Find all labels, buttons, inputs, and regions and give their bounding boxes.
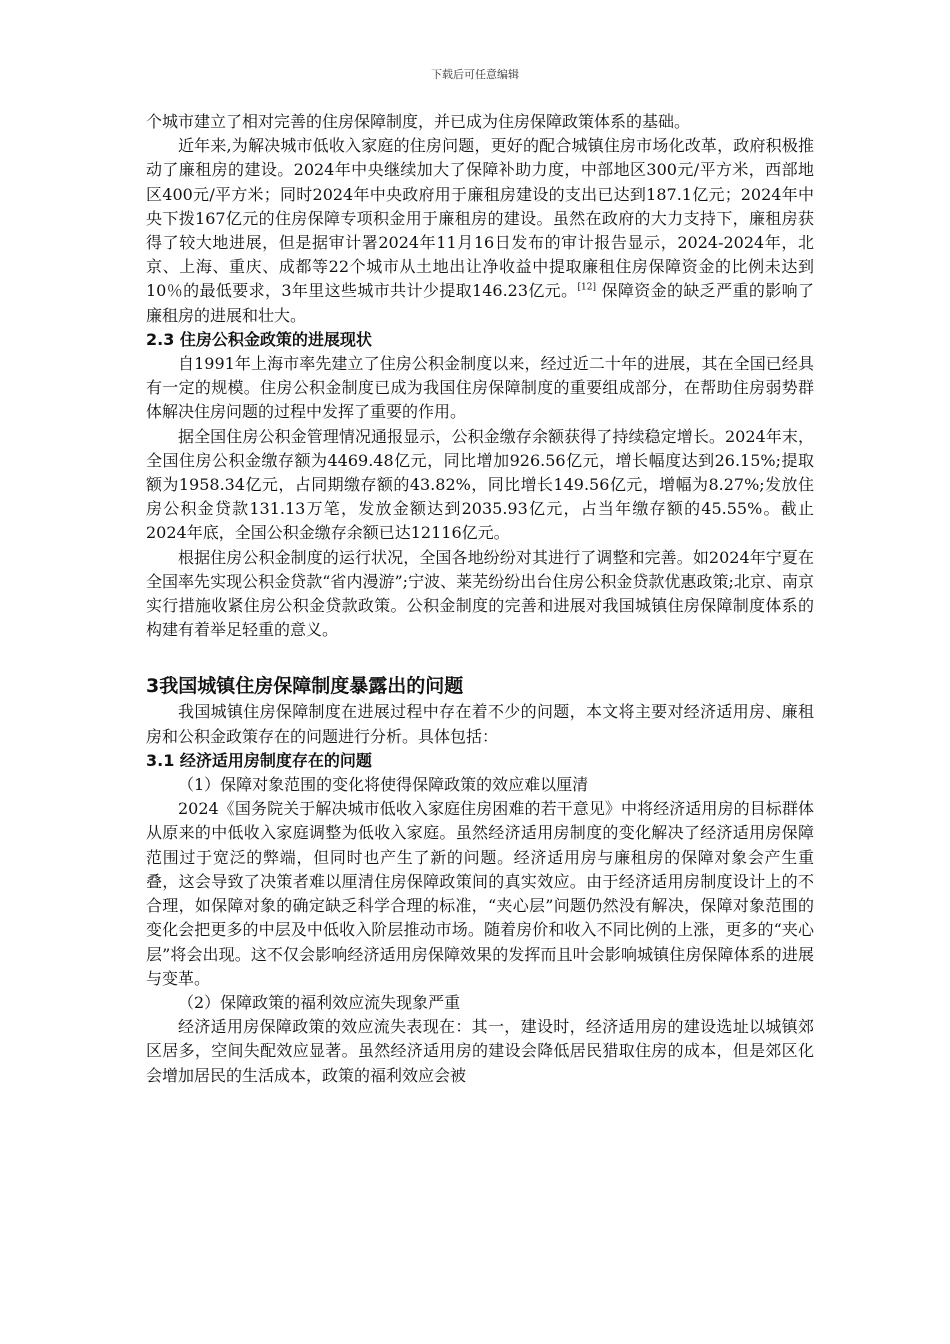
paragraph: 根据住房公积金制度的运行状况，全国各地纷纷对其进行了调整和完善。如2024年宁夏在全国率先实现公积金贷款“省内漫游”;宁波、莱芜纷纷出台住房公积金贷款优惠政策;北京、南京实行措施收紧住房公积金贷款政策。公积金制度的完善和进展对我国城镇住房保障制度体系的构建有着举足轻重的意义。 — [146, 547, 814, 640]
subheading: （1）保障对象范围的变化将使得保障政策的效应难以厘清 — [178, 775, 589, 795]
paragraph: 我国城镇住房保障制度在进展过程中存在着不少的问题，本文将主要对经济适用房、廉租房和公积金政策存在的问题进行分析。具体包括： — [146, 702, 814, 746]
section-heading-3-1: 3.1 经济适用房制度存在的问题 — [146, 750, 372, 770]
paragraph: 据全国住房公积金管理情况通报显示，公积金缴存余额获得了持续稳定增长。2024年末，全国住房公积金缴存额为4469.48亿元，同比增加926.56亿元，增长幅度达到26.15%;提取额为1958.34亿元，占同期缴存额的43.82%，同比增长149.56亿元，增幅为8.27%;发放住房公积金贷款131.13万笔，发放金额达到2035.93亿元，占当年缴存额的45.55%。截止2024年底，全国公积金缴存余额已达12116亿元。 — [146, 426, 814, 543]
page-header: 下载后可任意编辑 — [431, 68, 519, 81]
paragraph — [146, 134, 814, 328]
chapter-heading-3: 3我国城镇住房保障制度暴露出的问题 — [146, 675, 464, 698]
subheading: （2）保障政策的福利效应流失现象严重 — [178, 992, 461, 1012]
paragraph-text: 近年来,为解决城市低收入家庭的住房问题，更好的配合城镇住房市场化改革，政府积极推动了廉租房的建设。2024年中央继续加大了保障补助力度，中部地区300元/平方米，西部地区400元/平方米；同时2024年中央政府用于廉租房建设的支出已达到187.1亿元；2024年中央下拨167亿元的住房保障专项积金用于廉租房的建设。虽然在政府的大力支持下，廉租房获得了较大地进展，但是据审计署2024年11月16日发布的审计报告显示，2024-2024年，北京、上海、重庆、成都等22个城市从土地出让净收益中提取廉租住房保障资金的比例未达到10％的最低要求，3年里这些城市共计少提取146.23亿元。 — [146, 136, 814, 301]
paragraph-text: 保障资金的缺乏严重的影响了廉租房的进展和壮大。 — [146, 281, 814, 325]
document-body — [146, 110, 814, 1088]
citation-marker: [12] — [577, 283, 597, 294]
section-heading-2-3: 2.3 住房公积金政策的进展现状 — [146, 329, 372, 349]
paragraph: 个城市建立了相对完善的住房保障制度，并已成为住房保障政策体系的基础。 — [146, 112, 691, 131]
paragraph: 经济适用房保障政策的效应流失表现在：其一，建设时，经济适用房的建设选址以城镇郊区居多，空间失配效应显著。虽然经济适用房的建设会降低居民猎取住房的成本，但是郊区化会增加居民的生活成本，政策的福利效应会被 — [146, 1017, 814, 1085]
paragraph: 2024《国务院关于解决城市低收入家庭住房困难的若干意见》中将经济适用房的目标群体从原来的中低收入家庭调整为低收入家庭。虽然经济适用房制度的变化解决了经济适用房保障范围过于宽泛的弊端，但同时也产生了新的问题。经济适用房与廉租房的保障对象会产生重叠，这会导致了决策者难以厘清住房保障政策间的真实效应。由于经济适用房制度设计上的不合理，如保障对象的确定缺乏科学合理的标准，“夹心层”问题仍然没有解决，保障对象范围的变化会把更多的中层及中低收入阶层推动市场。随着房价和收入不同比例的上涨，更多的“夹心层”将会出现。这不仅会影响经济适用房保障效果的发挥而且叶会影响城镇住房保障体系的进展与变革。 — [146, 799, 814, 988]
paragraph: 自1991年上海市率先建立了住房公积金制度以来，经过近二十年的进展，其在全国已经具有一定的规模。住房公积金制度已成为我国住房保障制度的重要组成部分，在帮助住房弱势群体解决住房问题的过程中发挥了重要的作用。 — [146, 354, 814, 422]
